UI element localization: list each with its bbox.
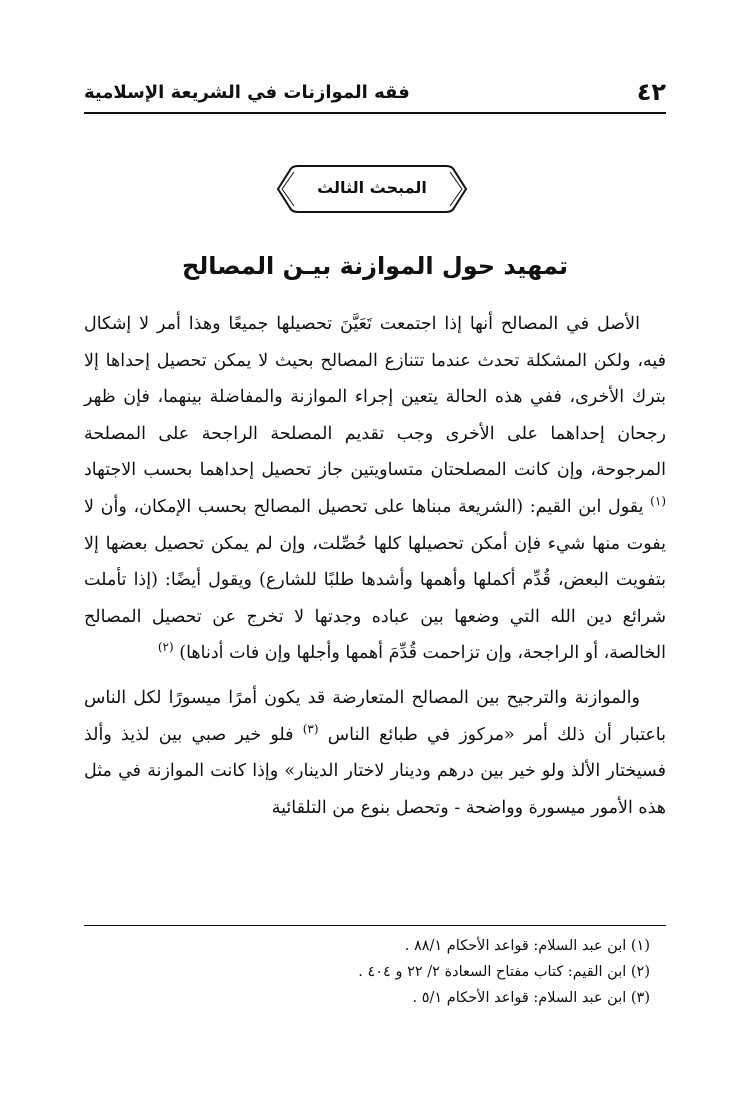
page-header — [84, 78, 666, 114]
footnote: (٣) ابن عبد السلام: قواعد الأحكام ٥/١ . — [412, 990, 650, 1006]
paragraph-text: فلو خير صبي بين لذيذ وألذ فسيختار الألذ ولو خير بين درهم ودينار لاختار الدينار» وإذا كانت الموازنة في مثل هذه الأمور ميسورة وواضحة - وتحصل بنوع من التلقائية — [84, 724, 666, 818]
paragraph-text: يقول ابن القيم: (الشريعة مبناها على تحصيل المصالح بحسب الإمكان، وأن لا يفوت منها شيء فإن أمكن تحصيلها كلها حُصِّلت، وإن لم يمكن تحصيل بعضها إلا بتفويت البعض، قُدِّم أكملها وأهمها وأشدها طلبًا للشارع) ويقول أيضًا: (إذا تأملت شرائع دين الله التي وضعها بين عباده وجدتها لا تخرج عن تحصيل المصالح الخالصة، أو الراجحة، وإن تزاحمت قُدِّمَ أهمها وأجلها وإن فات أدناها) — [84, 496, 666, 664]
paragraph-text: والموازنة والترجيح بين المصالح المتعارضة قد يكون أمرًا ميسورًا لكل الناس باعتبار أن ذلك أمر «مركوز في طبائع الناس — [84, 687, 666, 745]
footnote: (٢) ابن القيم: كتاب مفتاح السعادة ٢/ ٢٢ و ٤٠٤ . — [358, 964, 650, 980]
footnote-ref: (١) — [650, 494, 666, 509]
section-label: المبحث الثالث — [317, 178, 427, 197]
running-title: فقه الموازنات في الشريعة الإسلامية — [84, 82, 410, 103]
footnote-divider — [84, 925, 666, 926]
footnotes — [84, 933, 666, 1011]
paragraph-text: الأصل في المصالح أنها إذا اجتمعت تَعَيَّنَ تحصيلها جميعًا وهذا أمر لا إشكال فيه، ولكن المشكلة تحدث عندما تتنازع المصالح بحيث لا يمكن تحصيل إحداها إلا بترك الأخرى، ففي هذه الحالة يتعين إجراء الموازنة والمفاضلة بينهما، فإن ظهر رجحان إحداهما على الأخرى وجب تقديم المصلحة الراجحة على المصلحة المرجوحة، وإن كانت المصلحتان متساويتين جاز تحصيل إحداهما بحسب الاجتهاد — [84, 314, 666, 481]
paragraph — [84, 680, 666, 826]
paragraph — [84, 306, 666, 672]
body-text — [84, 306, 666, 826]
section-heading: تمهيد حول الموازنة بيـن المصالح — [181, 252, 569, 280]
page-number: ٤٢ — [636, 78, 666, 106]
section-badge — [274, 162, 470, 216]
footnote-ref: (٣) — [302, 721, 319, 736]
footnote: (١) ابن عبد السلام: قواعد الأحكام ٨٨/١ . — [404, 938, 650, 954]
footnote-ref: (٢) — [157, 640, 174, 655]
